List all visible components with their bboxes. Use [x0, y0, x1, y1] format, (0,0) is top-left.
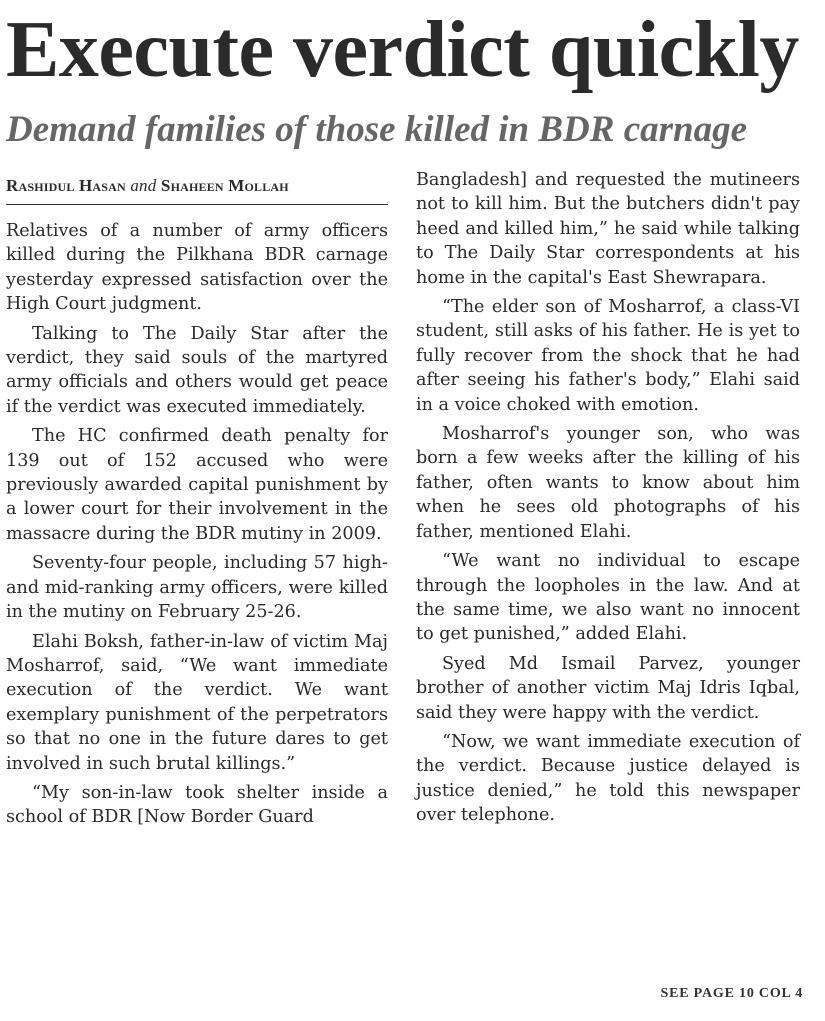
paragraph: Seventy-four people, including 57 high-and mid-ranking army officers, were killed in the mutiny on February 25-26. [6, 553, 388, 623]
paragraph: “The elder son of Mosharrof, a class-VI student, still asks of his father. He is yet to fully recover from the shock that he had after seeing his father's body,” Elahi said in a voice choked with emotion. [416, 297, 800, 415]
continuation-jump-line: SEE PAGE 10 COL 4 [660, 986, 803, 1001]
left-column [6, 168, 388, 835]
paragraph: Syed Md Ismail Parvez, younger brother of another victim Maj Idris Iqbal, said they were happy with the verdict. [416, 653, 800, 723]
paragraph: Relatives of a number of army officers killed during the Pilkhana BDR carnage yesterday expressed satisfaction over the High Court judgment. [6, 221, 388, 315]
paragraph: The HC confirmed death penalty for 139 out of 152 accused who were previously awarded capital punishment by a lower court for their involvement in the massacre during the BDR mutiny in 2009. [6, 426, 388, 544]
byline [6, 168, 388, 205]
byline-author-1: Rashidul Hasan [6, 176, 126, 195]
paragraph: “We want no individual to escape through the loopholes in the law. And at the same time, we also want no innocent to get punished,” added Elahi. [416, 551, 800, 645]
byline-author-2: Shaheen Mollah [160, 176, 289, 195]
paragraph: “Now, we want immediate execution of the verdict. Because justice delayed is justice denied,” he told this newspaper over telephone. [416, 731, 800, 826]
byline-conjunction: and [130, 176, 157, 195]
headline: Execute verdict quickly [6, 6, 799, 94]
paragraph: “My son-in-law took shelter inside a school of BDR [Now Border Guard [6, 782, 388, 828]
paragraph: Talking to The Daily Star after the verdict, they said souls of the martyred army officials and others would get peace if the verdict was executed immediately. [6, 323, 388, 417]
paragraph: Mosharrof's younger son, who was born a few weeks after the killing of his father, often wants to know about him when he sees old photographs of his father, mentioned Elahi. [416, 424, 800, 542]
subheadline: Demand families of those killed in BDR carnage [6, 109, 748, 150]
paragraph: Bangladesh] and requested the mutineers not to kill him. But the butchers didn't pay heed and killed him,” he said while talking to The Daily Star correspondents at his home in the capital's East Shewrapara. [416, 170, 800, 288]
right-column [416, 168, 800, 833]
paragraph: Elahi Boksh, father-in-law of victim Maj Mosharrof, said, “We want immediate execution of the verdict. We want exemplary punishment of the perpetrators so that no one in the future dares to get involved in such brutal killings.” [6, 631, 388, 774]
